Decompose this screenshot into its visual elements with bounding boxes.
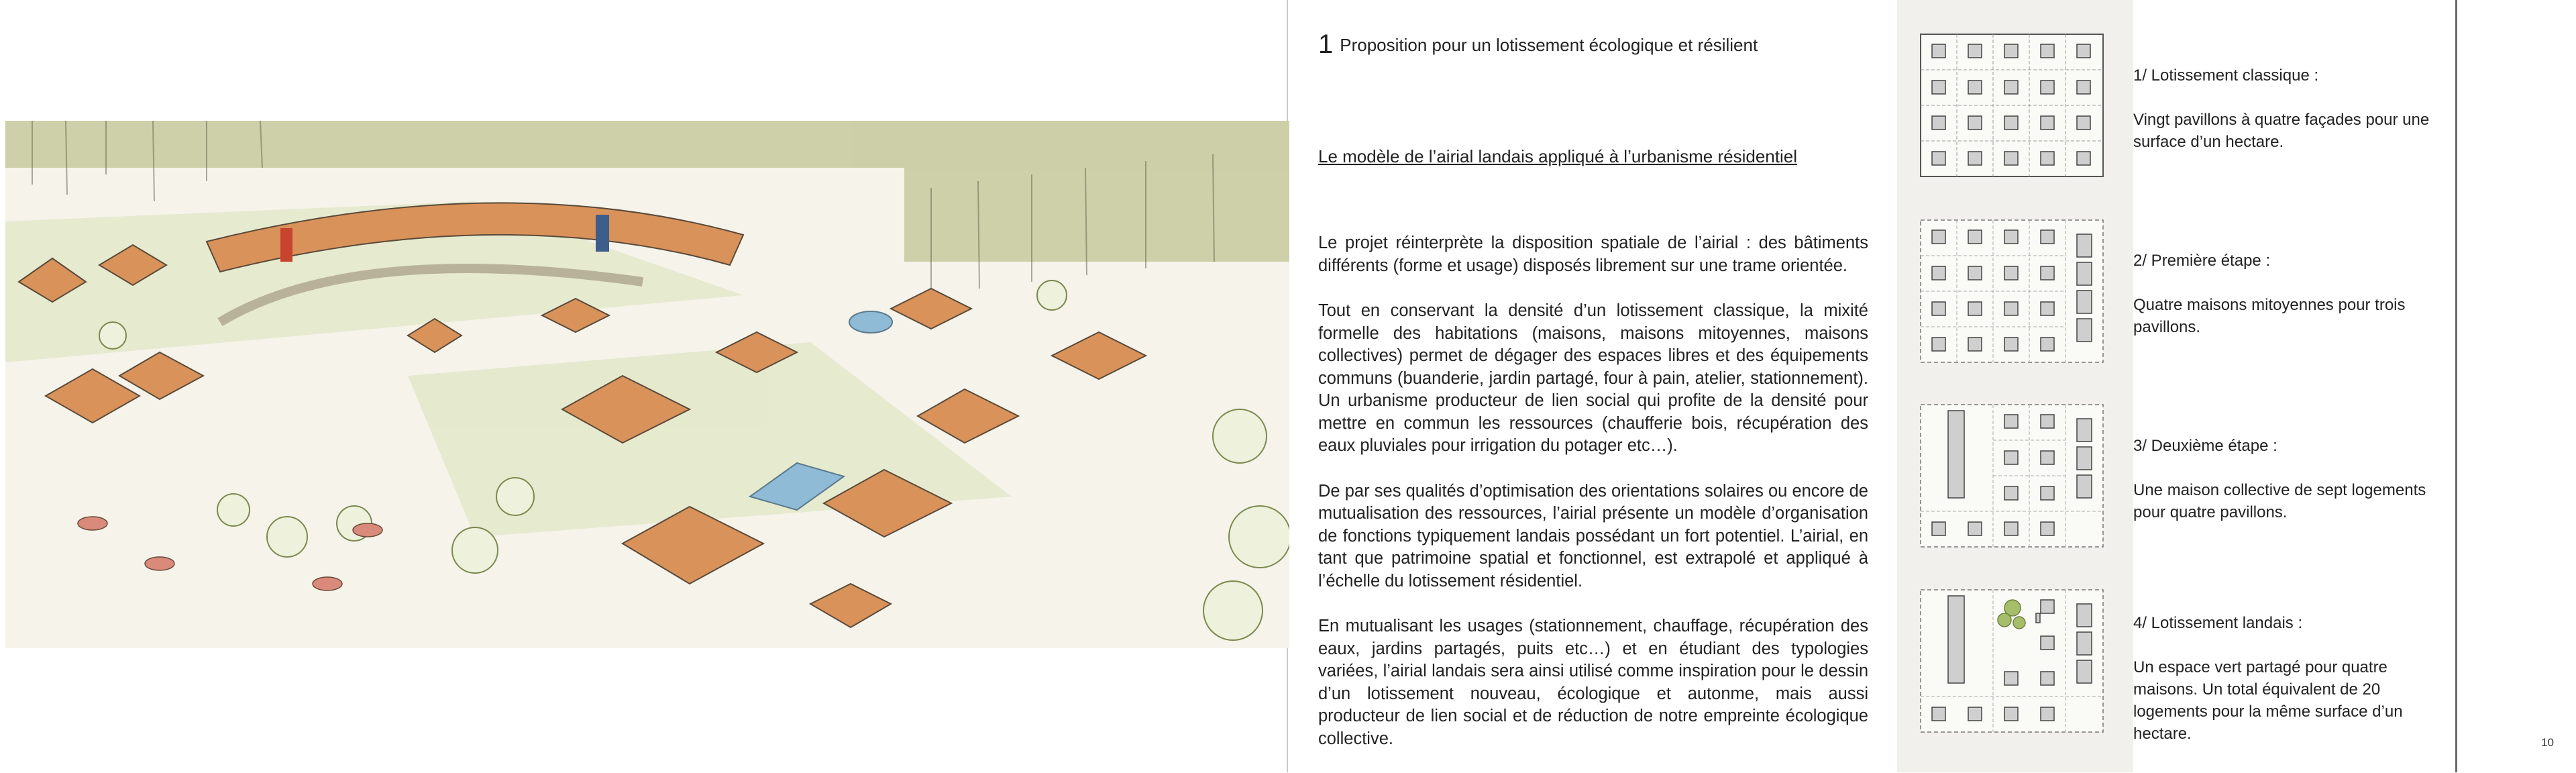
page-number: 10: [2541, 736, 2554, 749]
plan-diagram-2: [1919, 218, 2105, 364]
section-title-text: Proposition pour un lotissement écologique et résilient: [1340, 35, 1758, 55]
margin-rule: [2455, 0, 2457, 772]
step-description: Une maison collective de sept logements pour quatre pavillons.: [2133, 481, 2426, 521]
aerial-sketch: [5, 121, 1289, 648]
plan-diagram-4: [1919, 588, 2105, 734]
plan-diagram-1: [1919, 32, 2105, 178]
step-title: 3/ Deuxième étape :: [2133, 437, 2277, 455]
step-3: [2133, 435, 2449, 523]
paragraph: Tout en conservant la densité d’un lotissement classique, la mixité formelle des habitations (maisons, maisons mitoyennes, maisons collectives) permet de dégager des espaces libres et des équipements communs (buanderie, jardin partagé, four à pain, atelier, stationnement). Un urbanisme producteur de lien social qui profite de la densité pour mettre en commun les ressources (chaufferie bois, récupération des eaux pluviales pour irrigation du potager etc…).: [1318, 301, 1868, 455]
step-2: [2133, 250, 2449, 338]
step-description: Un espace vert partagé pour quatre maisons. Un total équivalent de 20 logements pour la même surface d’un hectare.: [2133, 658, 2403, 743]
step-4: [2133, 612, 2449, 745]
plan-diagram-3: [1919, 403, 2105, 549]
step-description: Quatre maisons mitoyennes pour trois pavillons.: [2133, 296, 2406, 336]
step-title: 2/ Première étape :: [2133, 252, 2271, 270]
paragraph: En mutualisant les usages (stationnement, chauffage, récupération des eaux, jardins partagés, puits etc…) et en étudiant des typologies variées, l’airial landais sera ainsi utilisé comme inspiration pour le dessin d’un lotissement nouveau, écologique et autonme, mais aussi producteur de lien social et de réduction de notre empreinte écologique collective.: [1318, 617, 1868, 748]
step-description: Vingt pavillons à quatre façades pour une surface d’un hectare.: [2133, 111, 2430, 151]
paragraph: De par ses qualités d’optimisation des orientations solaires ou encore de mutualisation des ressources, l’airial présente un modèle d’organisation de fonctions typiquement landais possédant un fort potentiel. L’airial, en tant que patrimoine spatial et fonctionnel, est extrapolé et appliqué à l’échelle du lotissement résidentiel.: [1318, 481, 1868, 590]
section-title: [1318, 30, 1758, 60]
subheading: Le modèle de l’airial landais appliqué à l’urbanisme résidentiel: [1318, 146, 1797, 166]
step-title: 4/ Lotissement landais :: [2133, 614, 2303, 632]
body-text: [1318, 232, 1868, 773]
step-1: [2133, 64, 2449, 153]
section-number: 1: [1318, 30, 1334, 59]
step-title: 1/ Lotissement classique :: [2133, 66, 2319, 85]
paragraph: Le projet réinterprète la disposition spatiale de l’airial : des bâtiments différents (forme et usage) disposés librement sur une trame orientée.: [1318, 234, 1868, 275]
